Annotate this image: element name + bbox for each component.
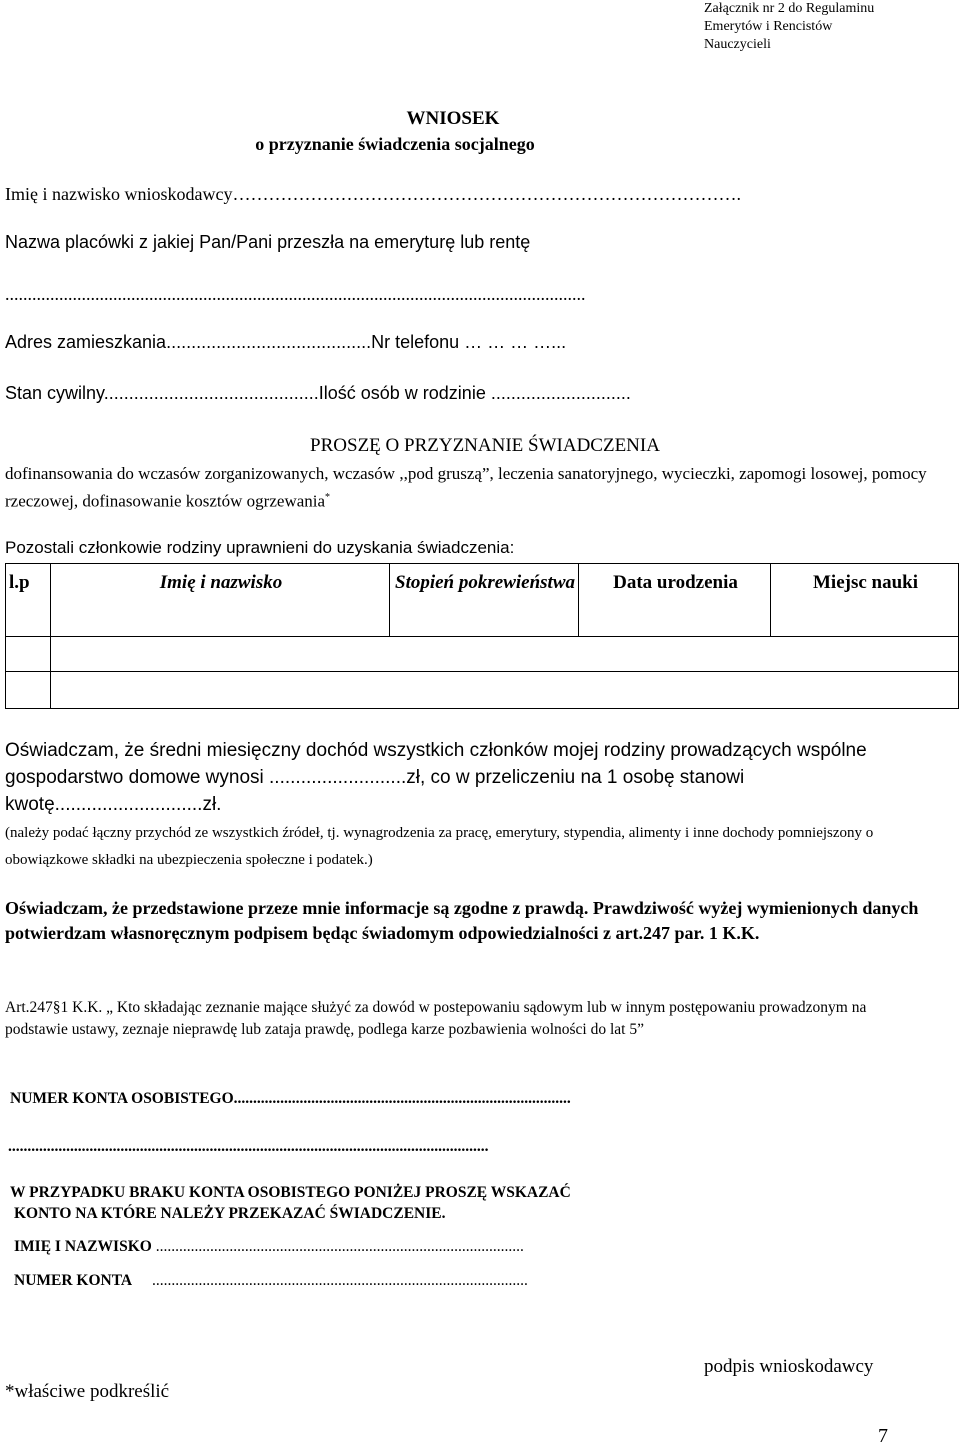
- table-cell[interactable]: [51, 637, 959, 672]
- address-field: Adres zamieszkania.........................................Nr telefonu … … … …...: [5, 332, 567, 352]
- col-header-lp-text: l.p: [9, 572, 30, 593]
- document-subtitle: o przyznanie świadczenia socjalnego: [255, 134, 535, 154]
- col-header-relation: [390, 564, 579, 637]
- col-header-school-text: Miejsc nauki: [812, 572, 919, 593]
- school-label: Nazwa placówki z jakiej Pan/Pani przeszła na emeryturę lub rentę: [5, 232, 531, 252]
- alt-account-number-field: [14, 1272, 528, 1290]
- alt-account-name-field: [14, 1238, 524, 1256]
- signature-label: podpis wnioskodawcy: [704, 1356, 874, 1377]
- marital-status-field: Stan cywilny...........................................Ilość osób w rodzinie ............................: [5, 383, 631, 403]
- alt-account-label: NUMER KONTA: [14, 1272, 133, 1289]
- annex-line-3: Nauczycieli: [704, 37, 771, 52]
- col-header-school: [771, 564, 959, 637]
- table-row: [6, 637, 959, 672]
- request-asterisk: *: [325, 492, 331, 503]
- col-header-birthdate-text: Data urodzenia: [613, 572, 738, 593]
- col-header-birthdate: [579, 564, 771, 637]
- no-account-line-1: W PRZYPADKU BRAKU KONTA OSOBISTEGO PONIŻEJ PROSZĘ WSKAZAĆ: [10, 1184, 571, 1201]
- request-heading: PROSZĘ O PRZYZNANIE ŚWIADCZENIA: [310, 435, 660, 456]
- personal-account-dots: ............................................................................................................................: [8, 1138, 489, 1155]
- alt-name-label: IMIĘ I NAZWISKO: [14, 1238, 152, 1255]
- annex-line-2: Emerytów i Rencistów: [704, 19, 833, 34]
- annex-note: [704, 0, 954, 54]
- table-cell[interactable]: [6, 637, 51, 672]
- personal-account-field: NUMER KONTA OSOBISTEGO.......................................................................................: [10, 1090, 571, 1107]
- request-text: dofinansowania do wczasów zorganizowanych, wczasów ,,pod gruszą”, leczenia sanatoryjnego, wycieczki, zapomogi losowej, pomocy rzeczowej, dofinasowanie kosztów ogrzewania: [5, 464, 927, 511]
- truth-declaration: Oświadczam, że przedstawione przeze mnie informacje są zgodne z prawdą. Prawdziwość wyżej wymienionych danych potwierdzam własnoręcznym podpisem będąc świadomym odpowiedzialności z art.247 par. 1 K.K.: [5, 898, 919, 943]
- no-account-line-2: KONTO NA KTÓRE NALEŻY PRZEKAZAĆ ŚWIADCZENIE.: [14, 1205, 446, 1222]
- col-header-name-text: Imię i nazwisko: [159, 572, 283, 593]
- col-header-name: [51, 564, 390, 637]
- col-header-lp: [6, 564, 51, 637]
- table-cell[interactable]: [6, 672, 51, 709]
- penal-code-article: Art.247§1 K.K. „ Kto składając zeznanie mające służyć za dowód w postepowaniu sądowym lub w innym postępowaniu prowadzonym na podstawie ustawy, zeznaje nieprawdę lub zataja prawdę, podlega karze pozbawienia wolności do lat 5”: [5, 999, 867, 1038]
- table-cell[interactable]: [51, 672, 959, 709]
- col-header-relation-text: Stopień pokrewieństwa: [395, 572, 575, 593]
- alt-account-dots: .................................................................................................: [148, 1272, 528, 1289]
- family-members-label: Pozostali członkowie rodziny uprawnieni do uzyskania świadczenia:: [5, 538, 515, 557]
- table-header-row: [6, 564, 959, 637]
- page-number: 7: [878, 1425, 888, 1447]
- annex-line-1: Załącznik nr 2 do Regulaminu: [704, 1, 875, 16]
- table-row: [6, 672, 959, 709]
- no-account-instruction: [10, 1182, 910, 1224]
- footnote: *właściwe podkreślić: [5, 1381, 170, 1402]
- request-body: [5, 462, 955, 514]
- income-note: (należy podać łączny przychód ze wszystkich źródeł, tj. wynagrodzenia za pracę, emerytury, stypendia, alimenty i inne dochody pomniejszony o obowiązkowe składki na ubezpieczenia społeczne i podatek.): [5, 825, 874, 868]
- applicant-name-field: Imię i nazwisko wnioskodawcy………………………………………………………………………….: [5, 184, 741, 204]
- family-table: [5, 563, 959, 709]
- document-title: WNIOSEK: [406, 108, 500, 129]
- income-declaration: Oświadczam, że średni miesięczny dochód wszystkich członków mojej rodziny prowadzących wspólne gospodarstwo domowe wynosi ..........................zł, co w przeliczeniu na 1 osobę stanowi kwotę............................zł.: [5, 740, 867, 815]
- alt-name-dots: ...............................................................................................: [151, 1238, 524, 1255]
- school-field: .................................................................................................................................: [5, 284, 586, 304]
